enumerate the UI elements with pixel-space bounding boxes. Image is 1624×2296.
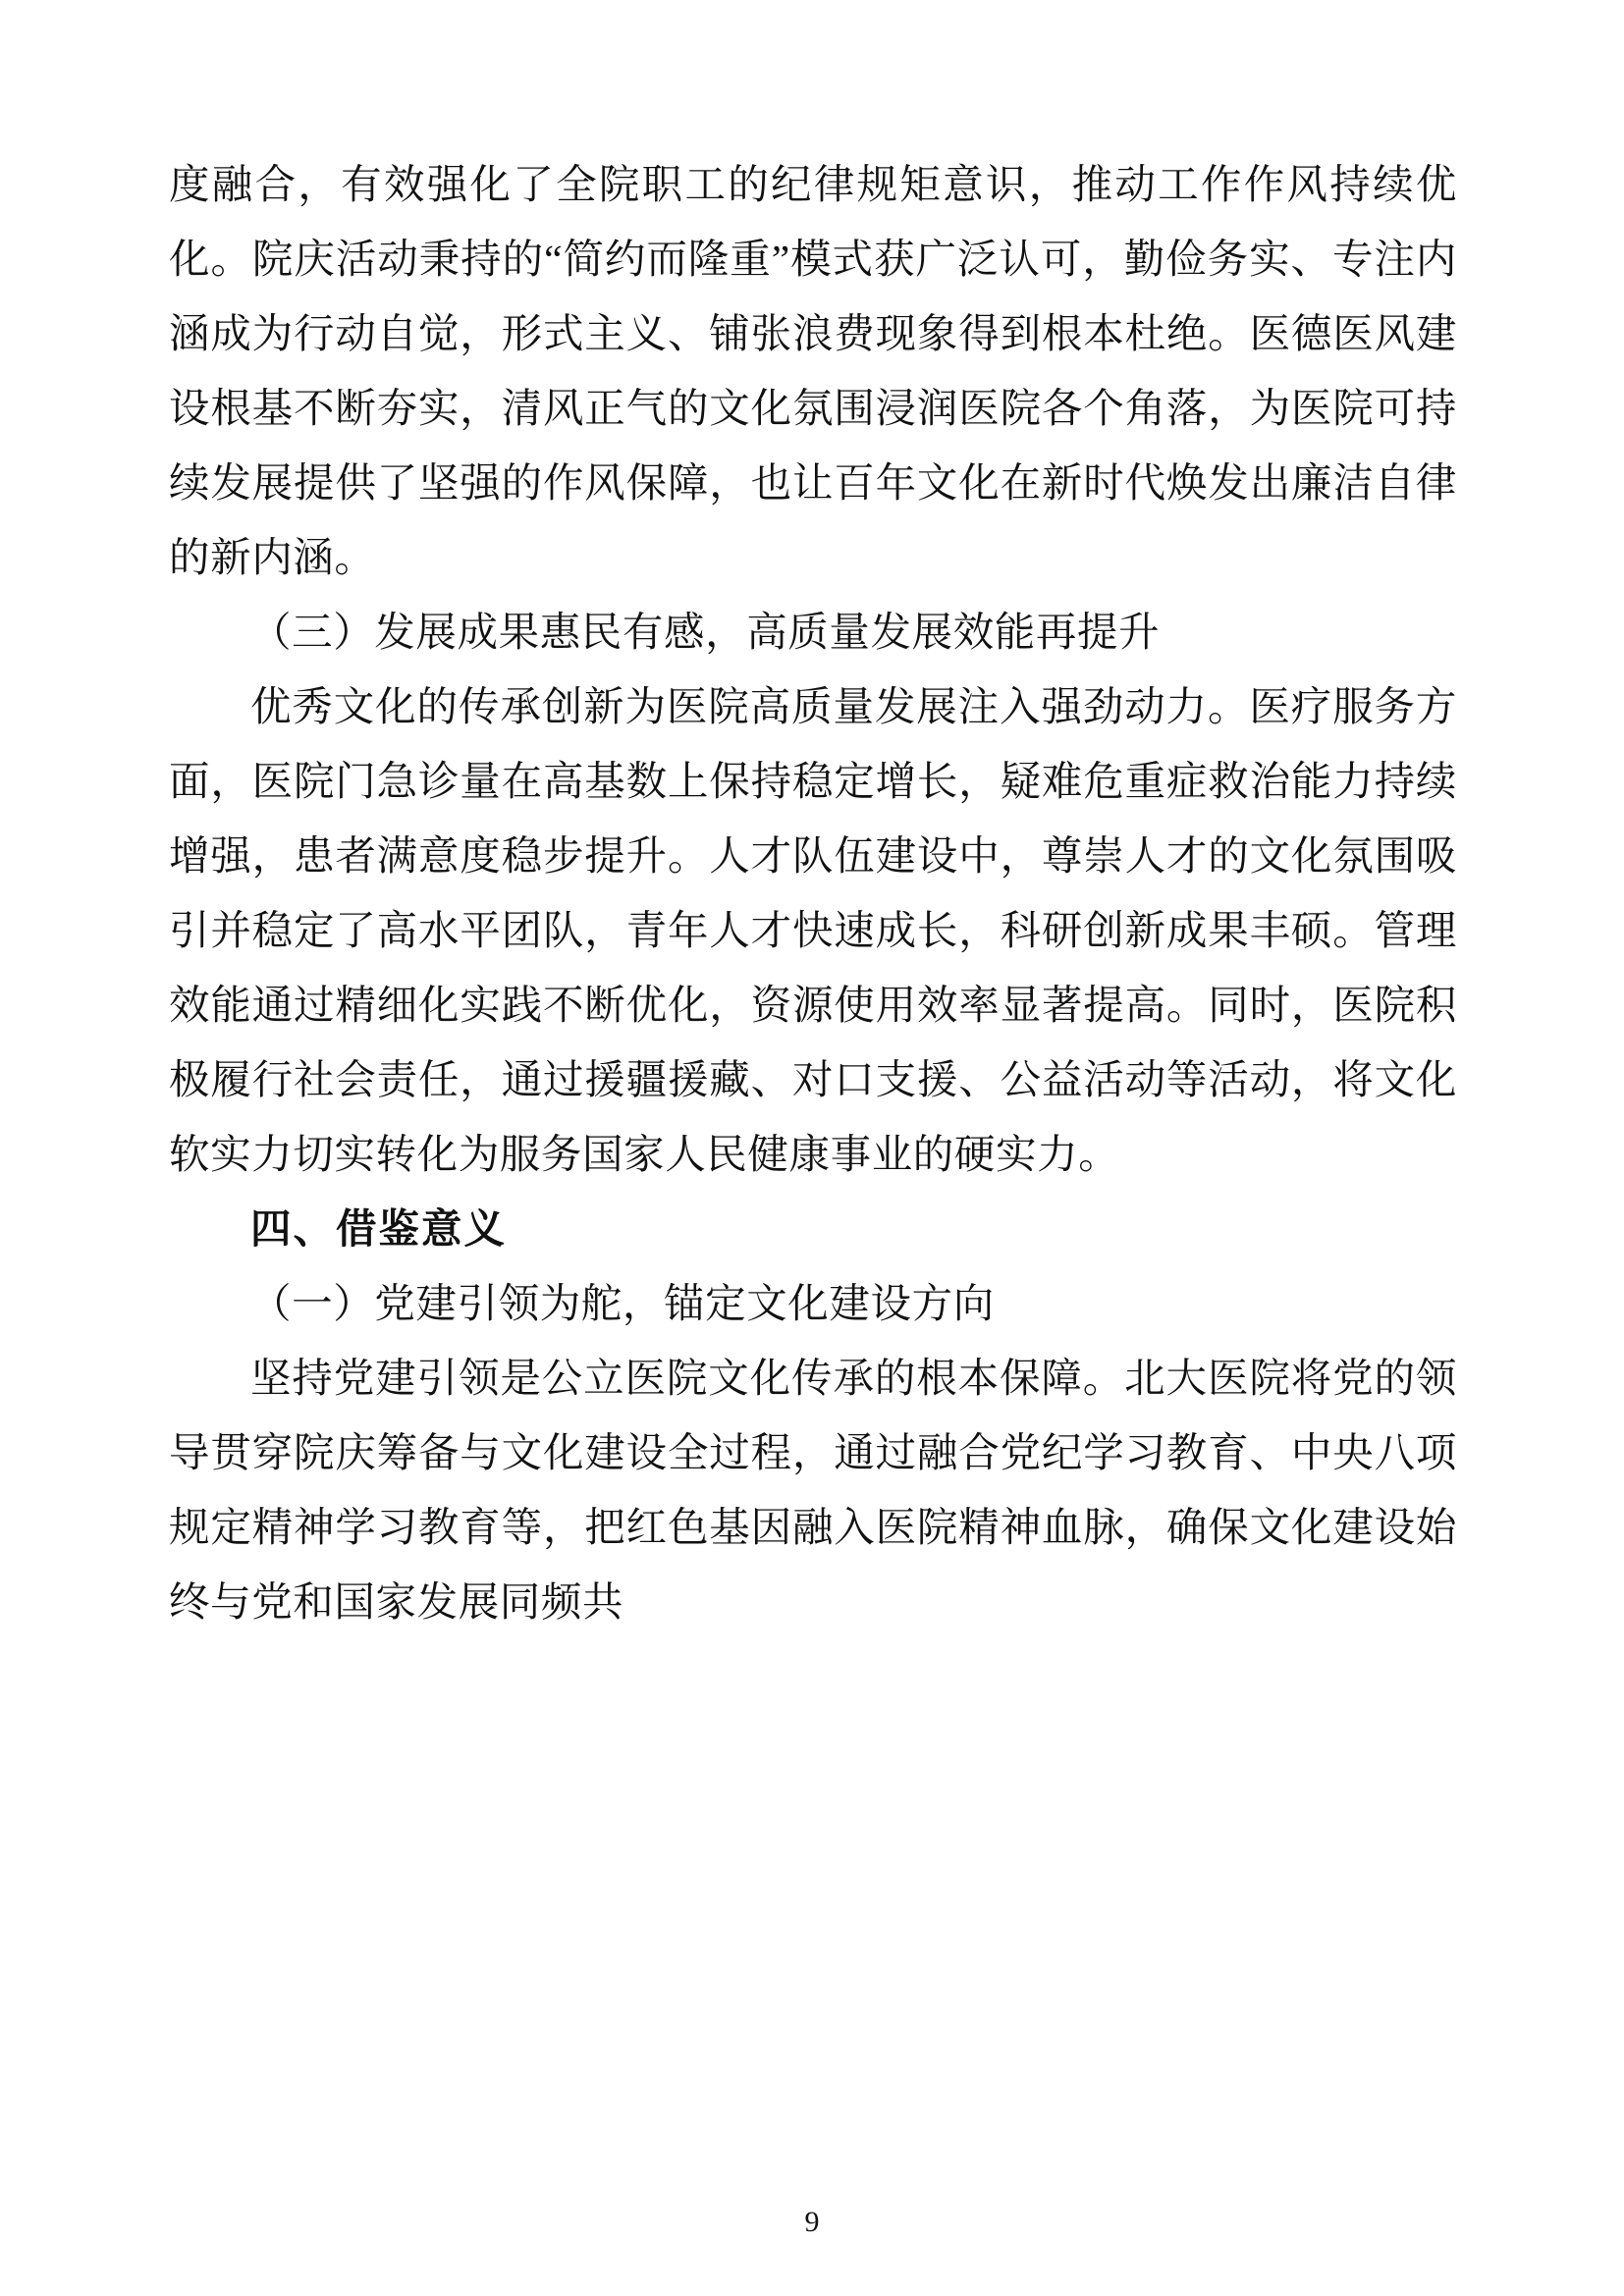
document-body bbox=[169, 147, 1457, 1639]
paragraph-achievements: 优秀文化的传承创新为医院高质量发展注入强劲动力。医疗服务方面，医院门急诊量在高基数上保持稳定增长，疑难危重症救治能力持续增强，患者满意度稳步提升。人才队伍建设中，尊崇人才的文化氛围吸引并稳定了高水平团队，青年人才快速成长，科研创新成果丰硕。管理效能通过精细化实践不断优化，资源使用效率显著提高。同时，医院积极履行社会责任，通过援疆援藏、对口支援、公益活动等活动，将文化软实力切实转化为服务国家人民健康事业的硬实力。 bbox=[169, 684, 1457, 1177]
paragraph-continuation: 度融合，有效强化了全院职工的纪律规矩意识，推动工作作风持续优化。院庆活动秉持的“简约而隆重”模式获广泛认可，勤俭务实、专注内涵成为行动自觉，形式主义、铺张浪费现象得到根本杜绝。医德医风建设根基不断夯实，清风正气的文化氛围浸润医院各个角落，为医院可持续发展提供了坚强的作风保障，也让百年文化在新时代焕发出廉洁自律的新内涵。 bbox=[169, 162, 1457, 580]
page-number: 9 bbox=[804, 2206, 820, 2238]
paragraph-party-leadership: 坚持党建引领是公立医院文化传承的根本保障。北大医院将党的领导贯穿院庆筹备与文化建设全过程，通过融合党纪学习教育、中央八项规定精神学习教育等，把红色基因融入医院精神血脉，确保文化建设始终与党和国家发展同频共 bbox=[169, 1356, 1457, 1625]
heading-section-four: 四、借鉴意义 bbox=[250, 1206, 508, 1252]
subheading-three: （三）发展成果惠民有感，高质量发展效能再提升 bbox=[250, 610, 1161, 655]
subheading-one: （一）党建引领为舵，锚定文化建设方向 bbox=[250, 1281, 995, 1326]
